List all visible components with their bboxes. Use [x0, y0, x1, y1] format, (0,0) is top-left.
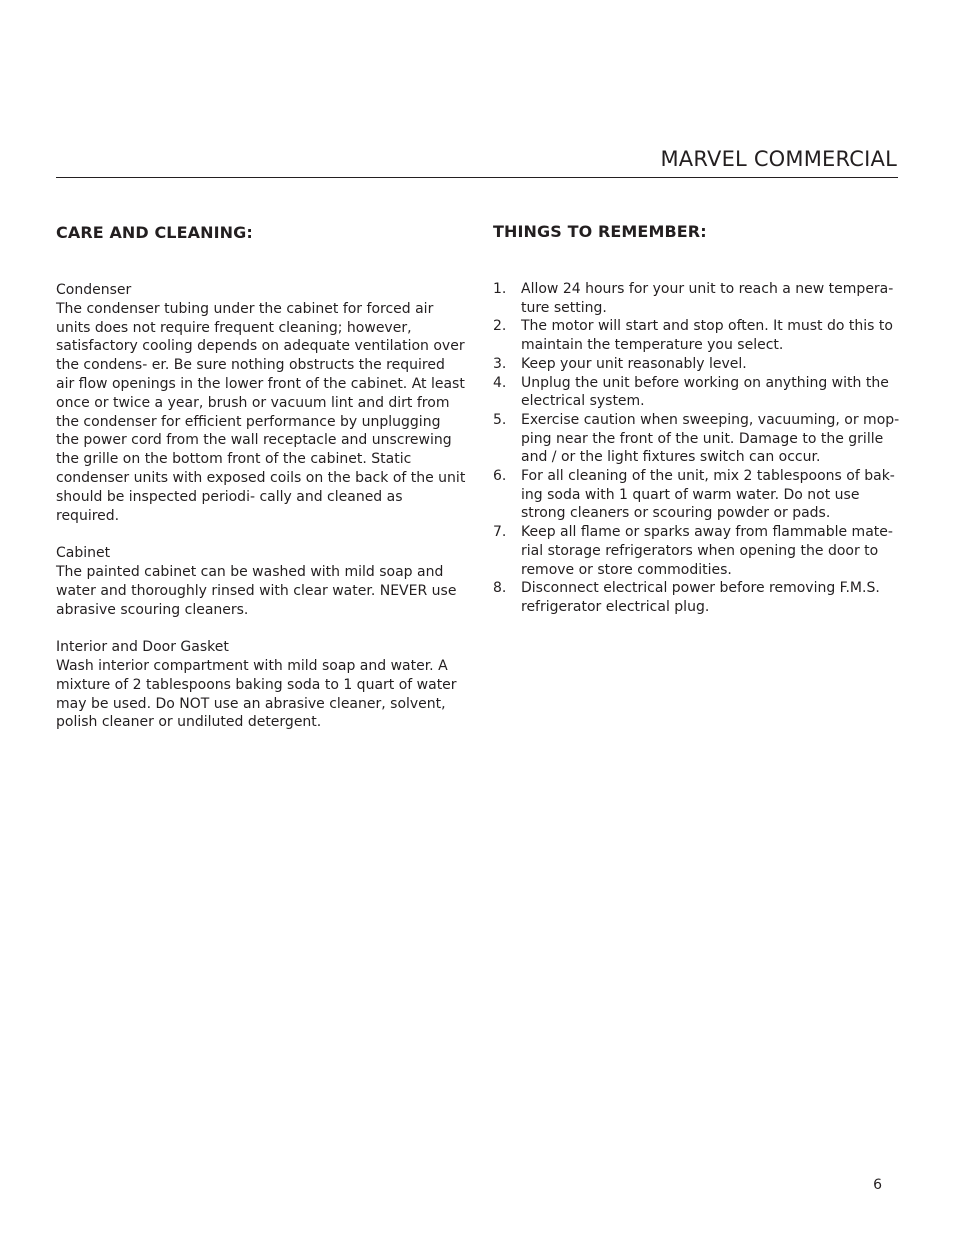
list-item — [493, 317, 901, 354]
page-header-title: MARVEL COMMERCIAL — [660, 147, 897, 171]
interior-gasket-subsection — [56, 638, 466, 732]
care-and-cleaning-heading: CARE AND CLEANING: — [56, 223, 253, 242]
interior-gasket-body: Wash interior compartment with mild soap and water. A mixture of 2 tablespoons baking soda to 1 quart of water may be used. Do NOT use an abrasive cleaner, solvent, polish cleaner or undiluted detergent. — [56, 657, 457, 731]
list-item — [493, 355, 901, 374]
list-item-text: Unplug the unit before working on anything with the electrical system. — [521, 374, 889, 410]
list-item-text: Allow 24 hours for your unit to reach a new tempera- ture setting. — [521, 281, 894, 316]
condenser-subsection — [56, 281, 466, 525]
list-item — [493, 411, 901, 467]
list-item-text: The motor will start and stop often. It must do this to maintain the temperature you select. — [521, 318, 893, 354]
list-item-text: For all cleaning of the unit, mix 2 tablespoons of bak- ing soda with 1 quart of warm water. Do not use strong cleaners or scouring powder or pads. — [521, 468, 895, 522]
page-number: 6 — [873, 1177, 882, 1193]
condenser-title: Condenser — [56, 282, 132, 298]
header-divider — [56, 177, 898, 178]
list-item-text: Keep your unit reasonably level. — [521, 355, 747, 372]
list-item-number: 6. — [493, 468, 507, 485]
list-item-number: 3. — [493, 355, 507, 372]
care-and-cleaning-section — [56, 220, 466, 751]
list-item-number: 4. — [493, 374, 507, 391]
remember-list — [493, 280, 901, 617]
list-item — [493, 374, 901, 411]
things-to-remember-heading: THINGS TO REMEMBER: — [493, 222, 707, 241]
list-item-number: 1. — [493, 281, 507, 297]
list-item — [493, 280, 901, 317]
list-item-number: 8. — [493, 580, 507, 597]
list-item-number: 5. — [493, 411, 507, 428]
list-item — [493, 523, 901, 579]
list-item-text: Disconnect electrical power before removing F.M.S. refrigerator electrical plug. — [521, 580, 880, 615]
things-to-remember-section — [493, 219, 901, 617]
list-item — [493, 467, 901, 523]
list-item-number: 7. — [493, 524, 507, 541]
list-item — [493, 579, 901, 616]
cabinet-subsection — [56, 544, 466, 619]
list-item-text: Exercise caution when sweeping, vacuuming, or mop- ping near the front of the unit. Damage to the grille and / or the light fixtures switch can occur. — [521, 411, 900, 466]
list-item-number: 2. — [493, 318, 507, 335]
interior-gasket-title: Interior and Door Gasket — [56, 639, 229, 656]
condenser-body: The condenser tubing under the cabinet for forced air units does not require frequent cleaning; however, satisfactory cooling depends on adequate ventilation over the condens- er. Be sure nothing obstructs the required air flow openings in the lower front of the cabinet. At least once or twice a year, brush or vacuum lint and dirt from the condenser for efficient performance by unplugging the power cord from the wall receptacle and unscrewing the grille on the bottom front of the cabinet. Static condenser units with exposed coils on the back of the unit should be inspected periodi- cally and cleaned as required. — [56, 300, 466, 524]
cabinet-title: Cabinet — [56, 545, 111, 562]
list-item-text: Keep all flame or sparks away from flammable mate- rial storage refrigerators when opening the door to remove or store commodities. — [521, 524, 893, 578]
cabinet-body: The painted cabinet can be washed with mild soap and water and thoroughly rinsed with clear water. NEVER use abrasive scouring cleaners. — [56, 563, 457, 618]
